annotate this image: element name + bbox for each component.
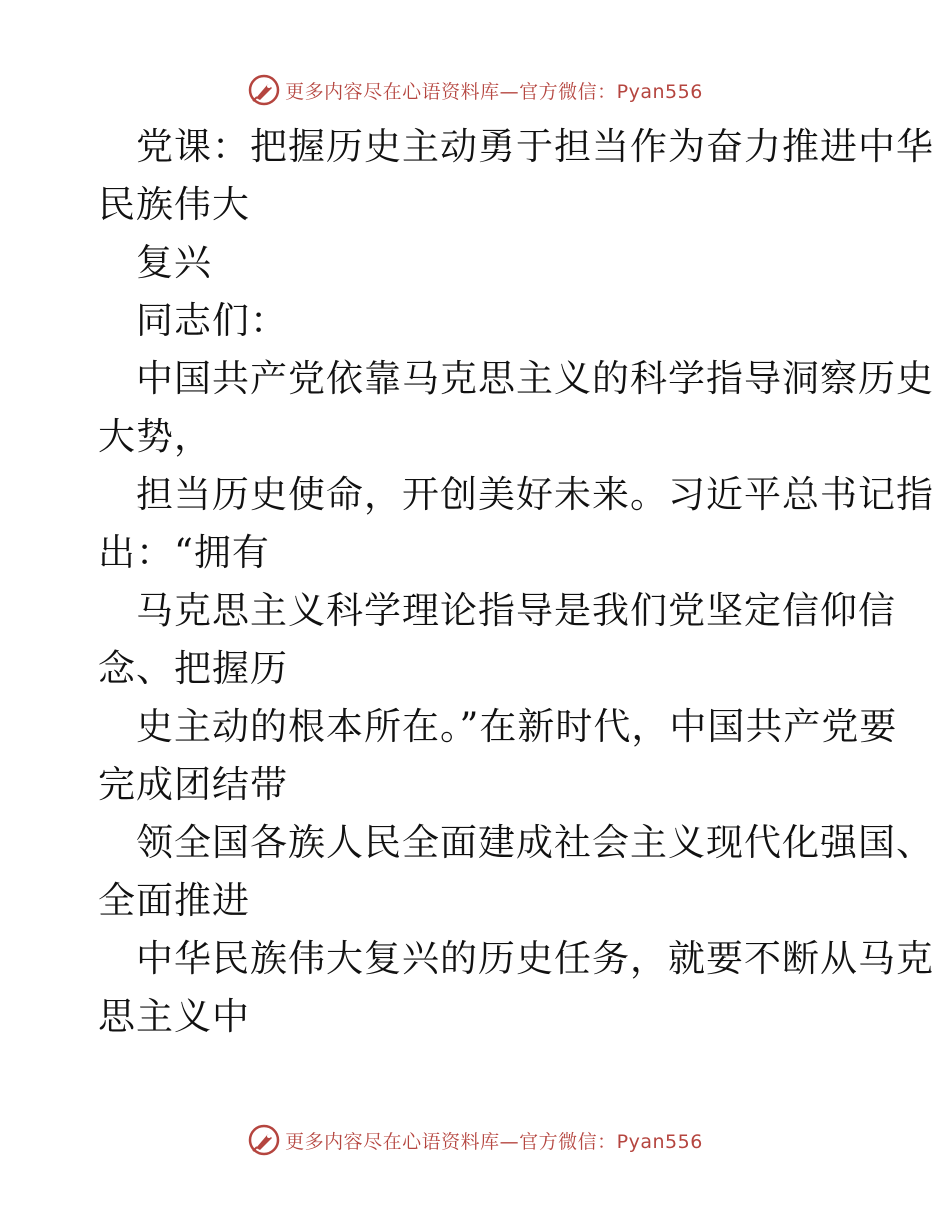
text-line: 民族伟大 <box>98 183 250 226</box>
text-line: 念、把握历 <box>98 647 288 690</box>
text-line: 出：“拥有 <box>98 531 270 574</box>
footer-banner <box>0 1120 950 1160</box>
text-line: 担当历史使命，开创美好未来。习近平总书记指 <box>136 473 934 516</box>
text-line: 领全国各族人民全面建成社会主义现代化强国、 <box>136 821 934 864</box>
header-banner <box>0 70 950 110</box>
banner-text: 更多内容尽在心语资料库—官方微信：Pyan556 <box>285 80 703 103</box>
text-line: 思主义中 <box>98 995 250 1038</box>
document-body <box>98 118 934 1046</box>
text-line: 大势， <box>98 415 212 458</box>
text-line: 中国共产党依靠马克思主义的科学指导洞察历史 <box>136 357 934 400</box>
text-line: 党课：把握历史主动勇于担当作为奋力推进中华 <box>136 125 934 168</box>
text-line: 同志们： <box>136 299 288 342</box>
text-line: 马克思主义科学理论指导是我们党坚定信仰信 <box>136 589 896 632</box>
text-line: 完成团结带 <box>98 763 288 806</box>
text-line: 全面推进 <box>98 879 250 922</box>
text-line: 复兴 <box>136 241 212 284</box>
pen-nib-logo-icon <box>247 73 281 107</box>
text-line: 中华民族伟大复兴的历史任务，就要不断从马克 <box>136 937 934 980</box>
banner-text: 更多内容尽在心语资料库—官方微信：Pyan556 <box>285 1130 703 1153</box>
pen-nib-logo-icon <box>247 1123 281 1157</box>
text-line: 史主动的根本所在。”在新时代，中国共产党要 <box>136 705 898 748</box>
